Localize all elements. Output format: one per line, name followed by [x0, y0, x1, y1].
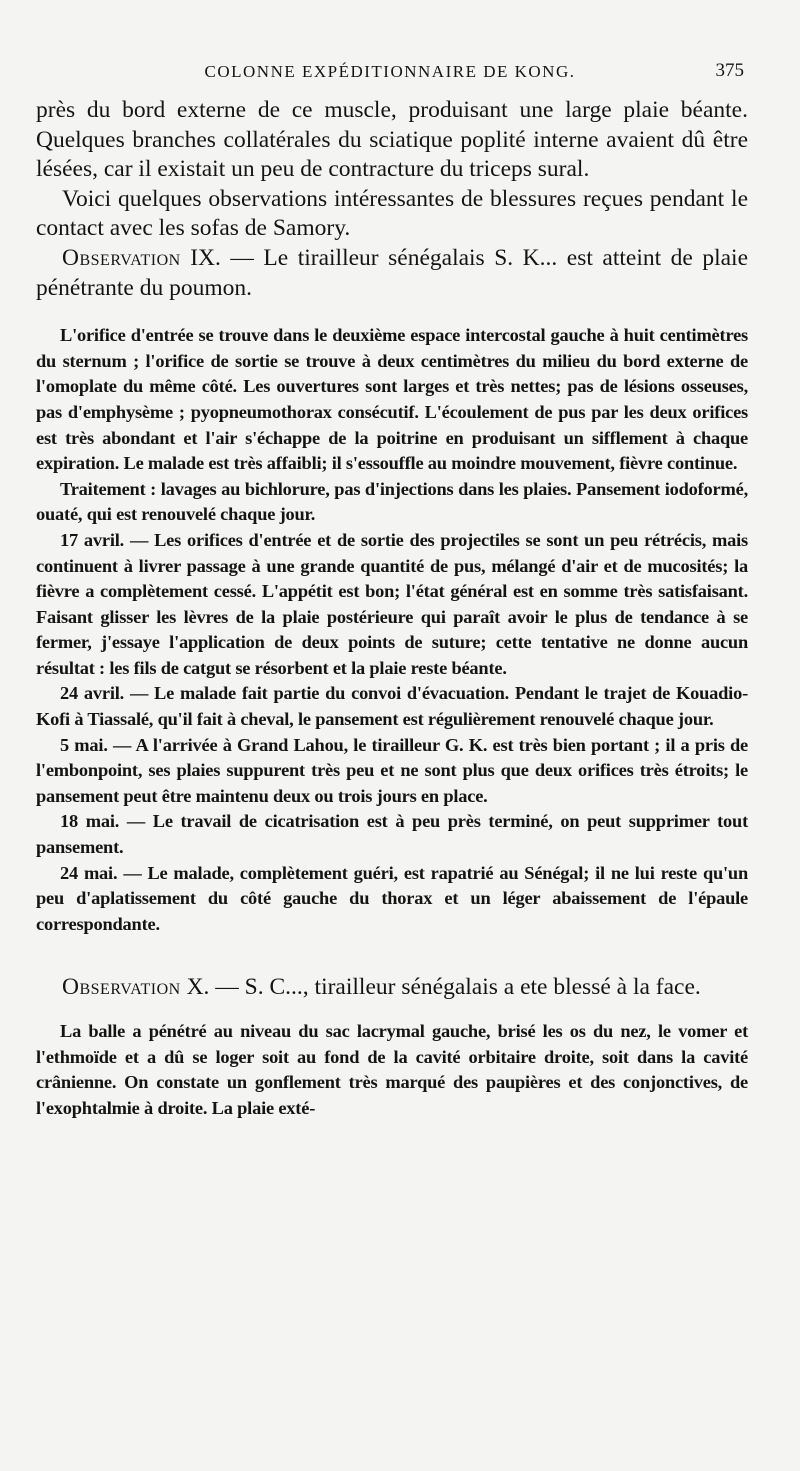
observation-9-entry-24-april: 24 avril. — Le malade fait partie du convoi d'évacuation. Pendant le trajet de Kouadio-Kofi à Tiassalé, qu'il fait à cheval, le pansement est régulièrement renouvelé chaque jour. — [36, 683, 748, 730]
running-head — [36, 58, 744, 86]
observation-9-entry-24-may: 24 mai. — Le malade, complètement guéri, est rapatrié au Sénégal; il ne lui reste qu'un peu d'aplatissement du côté gauche du thorax et un léger abaissement de l'épaule correspondante. — [36, 862, 748, 934]
observation-10-title: X. — S. C..., tirailleur sénégalais a ete blessé à la face. — [180, 974, 701, 1001]
paragraph-intro-observations: Voici quelques observations intéressantes de blessures reçues pendant le contact avec les sofas de Samory. — [36, 185, 748, 242]
observation-9-treatment: Traitement : lavages au bichlorure, pas d'injections dans les plaies. Pansement iodoformé, ouaté, qui est renouvelé chaque jour. — [36, 478, 748, 525]
observation-9-entry-5-may: 5 mai. — A l'arrivée à Grand Lahou, le tirailleur G. K. est très bien portant ; il a pris de l'embonpoint, ses plaies suppurent très peu et ne sont plus que deux orifices très étroits; le pansement peut être maintenu deux ou trois jours en place. — [36, 734, 748, 806]
paragraph-continuation: près du bord externe de ce muscle, produisant une large plaie béante. Quelques branches collatérales du sciatique poplité interne avaient dû être lésées, car il existait un peu de contracture du triceps sural. — [36, 97, 748, 183]
observation-9-entry-18-may: 18 mai. — Le travail de cicatrisation est à peu près terminé, on peut supprimer tout pansement. — [36, 811, 748, 858]
spacer — [36, 303, 748, 323]
running-title: COLONNE EXPÉDITIONNAIRE DE KONG. — [204, 62, 576, 81]
spacer — [36, 1003, 748, 1019]
spacer — [36, 937, 748, 973]
observation-10-description: La balle a pénétré au niveau du sac lacrymal gauche, brisé les os du nez, le vomer et l'ethmoïde et a dû se loger soit au fond de la cavité orbitaire droite, soit dans la cavité crânienne. On constate un gonflement très marqué des paupières et des conjonctives, de l'exophtalmie à droite. La plaie exté- — [36, 1021, 748, 1118]
observation-9-label: Observation — [62, 244, 181, 271]
observation-9-title: IX. — Le tirailleur sénégalais S. K... est atteint de plaie pénétrante du poumon. — [36, 244, 748, 301]
observation-9-heading — [36, 244, 748, 303]
page-number: 375 — [715, 60, 744, 81]
observation-9-description: L'orifice d'entrée se trouve dans le deuxième espace intercostal gauche à huit centimètres du sternum ; l'orifice de sortie se trouve à deux centimètres du milieu du bord externe de l'omoplate du même côté. Les ouvertures sont larges et très nettes; pas de lésions osseuses, pas d'emphysème ; pyopneumothorax consécutif. L'écoulement de pus par les deux orifices est très abondant et l'air s'échappe de la poitrine en produisant un sifflement à chaque expiration. Le malade est très affaibli; il s'essouffle au moindre mouvement, fièvre continue. — [36, 325, 748, 474]
observation-9-entry-17-april: 17 avril. — Les orifices d'entrée et de sortie des projectiles se sont un peu rétrécis, mais continuent à livrer passage à une grande quantité de pus, mélangé d'air et de mucosités; la fièvre a complètement cessé. L'appétit est bon; l'état général est en somme très satisfaisant. Faisant glisser les lèvres de la plaie postérieure qui paraît avoir le plus de tendance à se fermer, j'essaye l'application de deux points de suture; cette tentative ne donne aucun résultat : les fils de catgut se résorbent et la plaie reste béante. — [36, 529, 748, 678]
observation-10-label: Observation — [62, 974, 181, 1001]
body-text — [36, 96, 748, 1121]
observation-10-heading — [36, 973, 748, 1003]
